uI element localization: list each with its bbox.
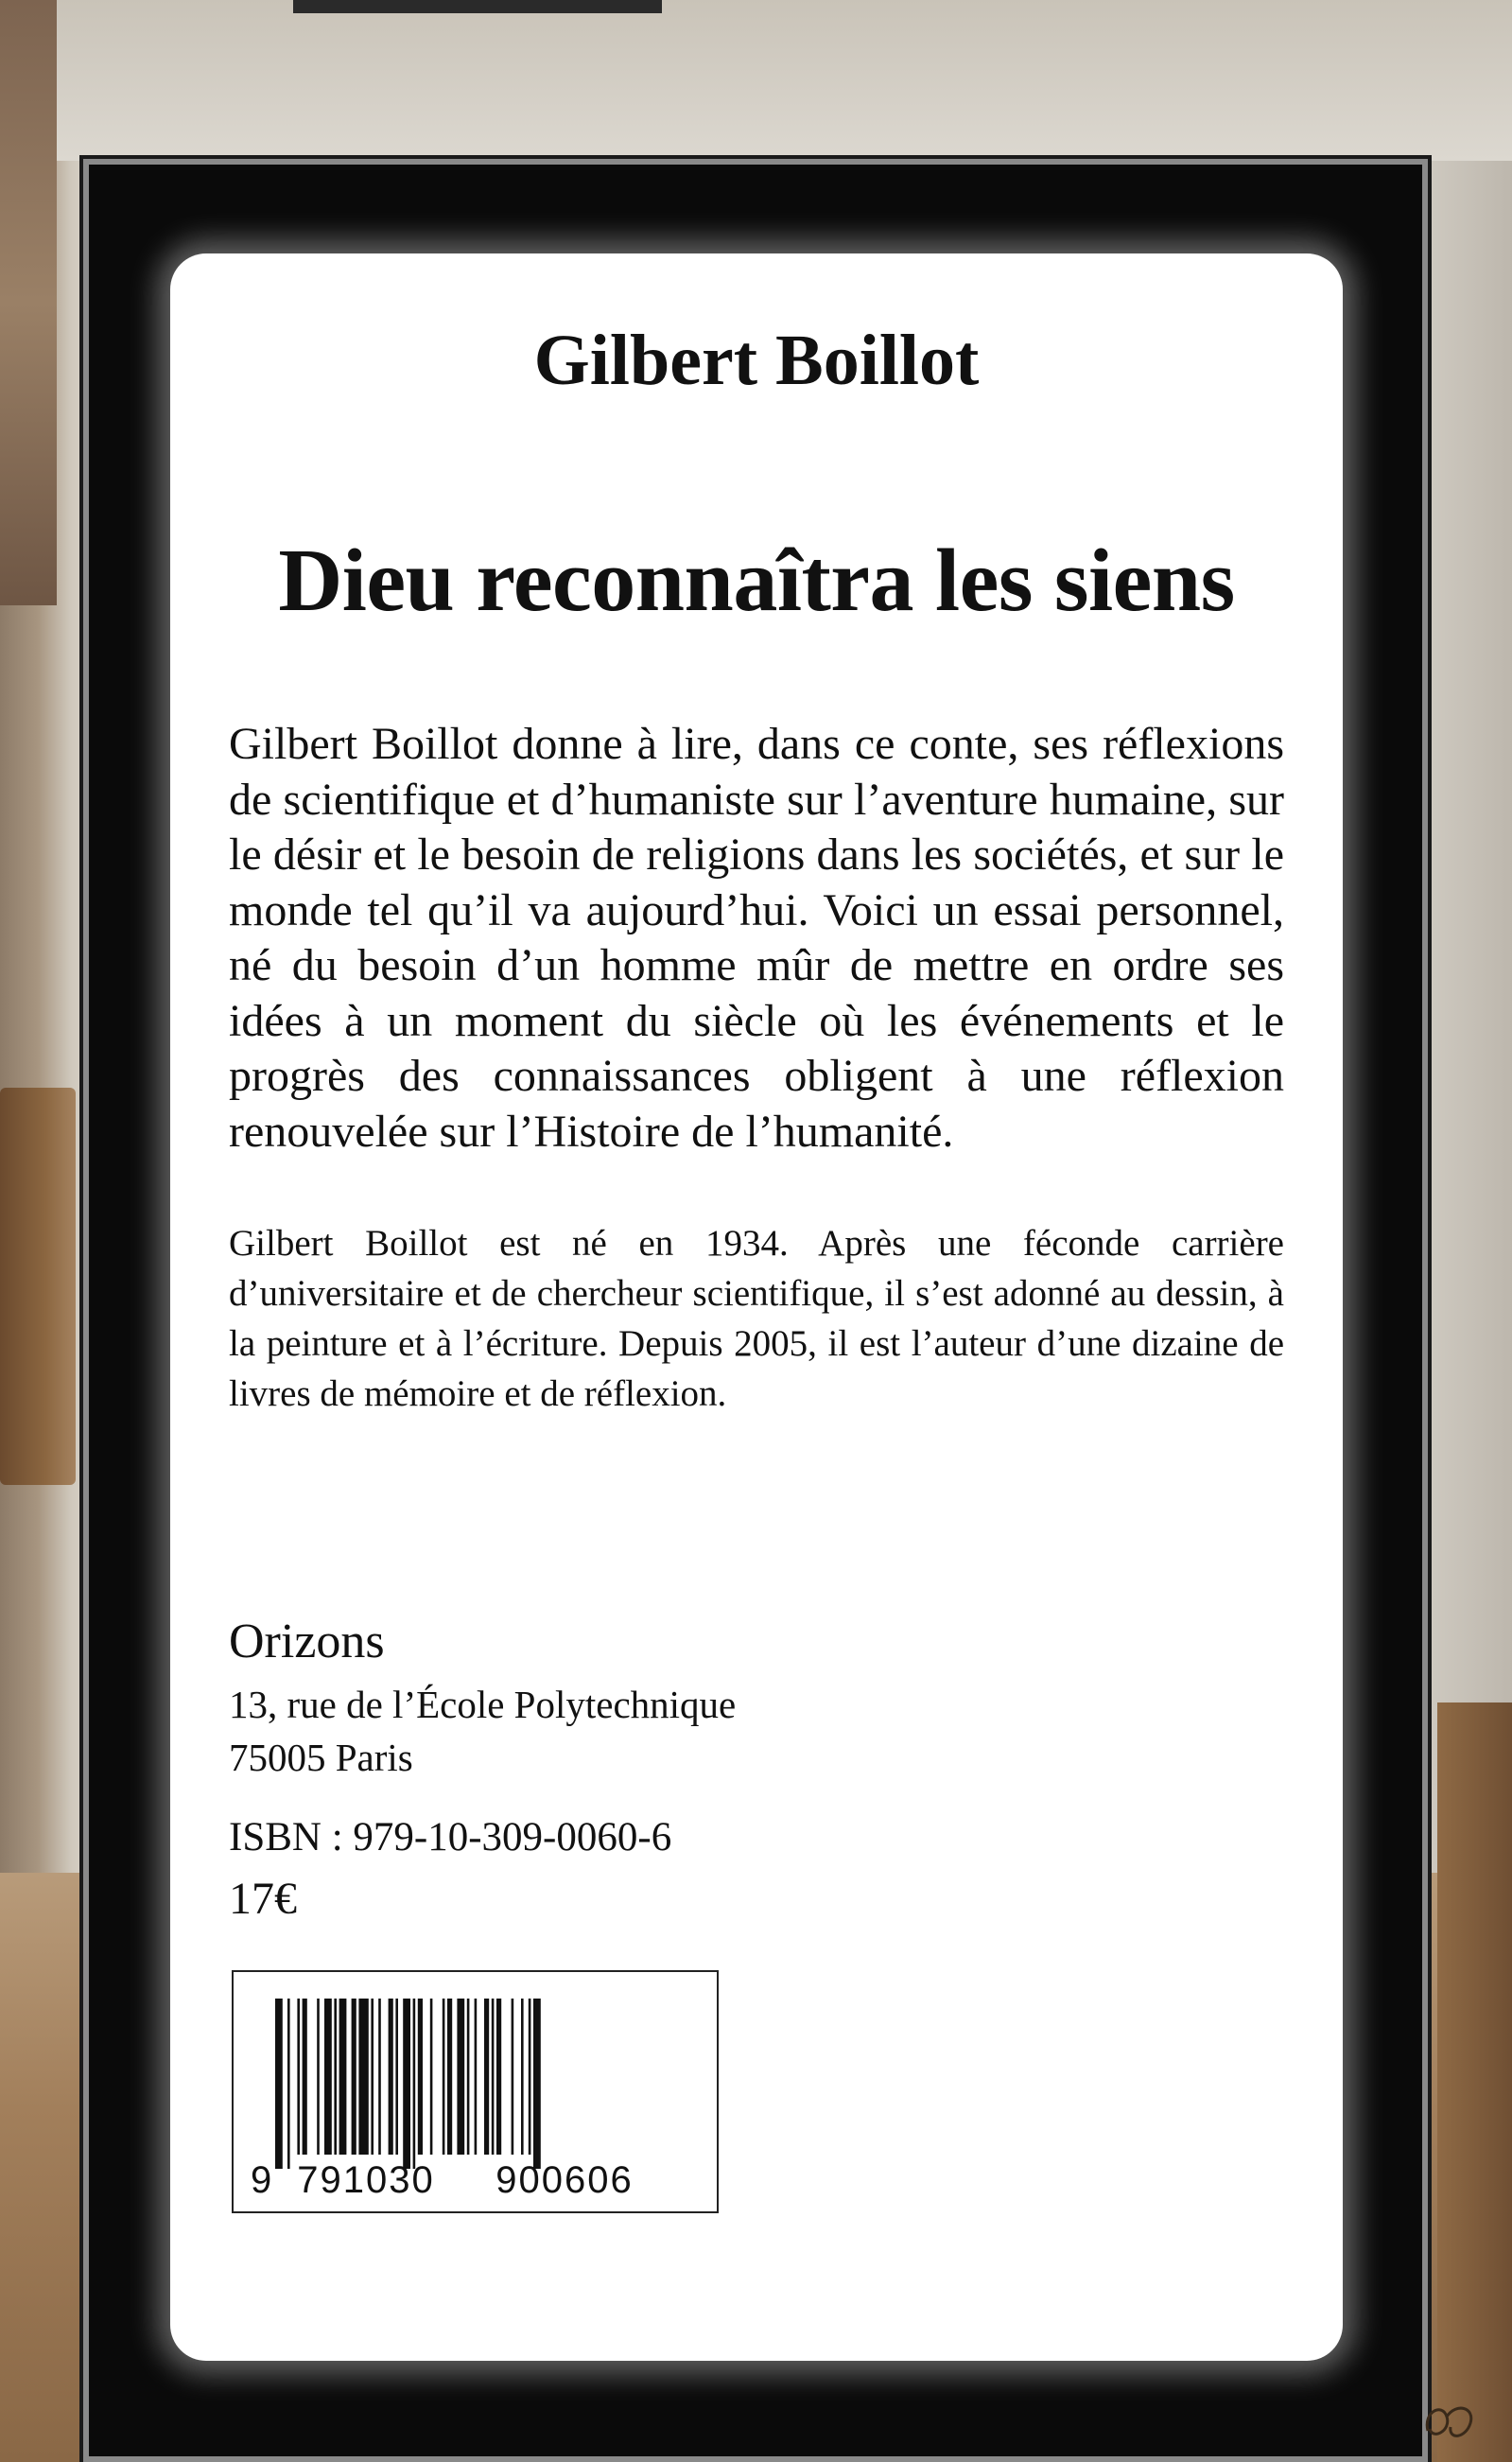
publisher-address-line1: 13, rue de l’École Polytechnique: [229, 1683, 737, 1726]
isbn-label: ISBN : 979-10-309-0060-6: [229, 1815, 672, 1860]
barcode-bars: [275, 1999, 541, 2169]
barcode-bar: [358, 1999, 368, 2155]
author-bio: Gilbert Boillot est né en 1934. Après une féconde carrière d’universitaire et de chercheur scientifique, il s’est adonné au dessin, à la peinture et à l’écriture. Depuis 2005, il est l’auteur d’une dizaine de livres de mémoire et de réflexion.: [229, 1223, 1284, 1414]
back-cover-card: [170, 253, 1343, 2361]
painter-signature: [1418, 2393, 1485, 2450]
barcode-bar: [443, 1999, 445, 2155]
barcode-bar: [297, 1999, 300, 2155]
publisher-name: Orizons: [229, 1615, 385, 1668]
barcode-bar: [533, 1999, 541, 2169]
barcode-bar: [339, 1999, 347, 2155]
barcode-bar: [430, 1999, 433, 2155]
barcode-bar: [496, 1999, 501, 2155]
barcode-bar: [371, 1999, 374, 2155]
barcode-bar: [303, 1999, 307, 2155]
barcode-bar: [418, 1999, 423, 2155]
painting-dark-strip: [293, 0, 662, 13]
barcode-bar: [475, 1999, 478, 2155]
painting-wall-top: [0, 0, 1512, 161]
author-name: Gilbert Boillot: [533, 321, 980, 400]
painting-frame-left: [0, 0, 57, 605]
barcode-bar: [492, 1999, 495, 2155]
barcode-bar: [395, 1999, 398, 2155]
barcode-bar: [378, 1999, 381, 2155]
price-label: 17€: [229, 1874, 297, 1924]
barcode-bar: [447, 1999, 452, 2155]
barcode-bar: [287, 1999, 290, 2169]
barcode-bar: [334, 1999, 337, 2155]
barcode-bar: [413, 1999, 416, 2169]
barcode-bar: [484, 1999, 489, 2155]
barcode-bar: [275, 1999, 283, 2169]
barcode-bar: [389, 1999, 393, 2155]
barcode-bar: [467, 1999, 470, 2155]
barcode-graphic: [234, 1972, 717, 2211]
painting-chair: [0, 1088, 76, 1485]
barcode-bar: [457, 1999, 464, 2155]
barcode-digits-left: 791030: [297, 2159, 435, 2201]
barcode-bar: [352, 1999, 356, 2155]
book-blurb: Gilbert Boillot donne à lire, dans ce conte, ses réflexions de scientifique et d’humaniste sur l’aventure humaine, sur le désir et le besoin de religions dans les sociétés, et sur le monde tel qu’il va aujourd’hui. Voici un essai personnel, né du besoin d’un homme mûr de mettre en ordre ses idées à un moment du siècle où les événements et le progrès des connaissances obligent à une réflexion renouvelée sur l’Histoire de l’humanité.: [229, 719, 1284, 1157]
barcode-digits-right: 900606: [495, 2159, 634, 2201]
painting-table-leg: [1437, 1702, 1512, 2462]
publisher-address-line2: 75005 Paris: [229, 1736, 413, 1779]
barcode-bar: [324, 1999, 332, 2155]
barcode: [232, 1970, 719, 2213]
barcode-digit-first: 9: [251, 2159, 272, 2201]
book-title: Dieu reconnaîtra les siens: [278, 532, 1235, 630]
barcode-bar: [512, 1999, 514, 2155]
barcode-bar: [317, 1999, 320, 2155]
barcode-bar: [403, 1999, 410, 2169]
barcode-bar: [521, 1999, 524, 2155]
barcode-bar: [529, 1999, 531, 2155]
